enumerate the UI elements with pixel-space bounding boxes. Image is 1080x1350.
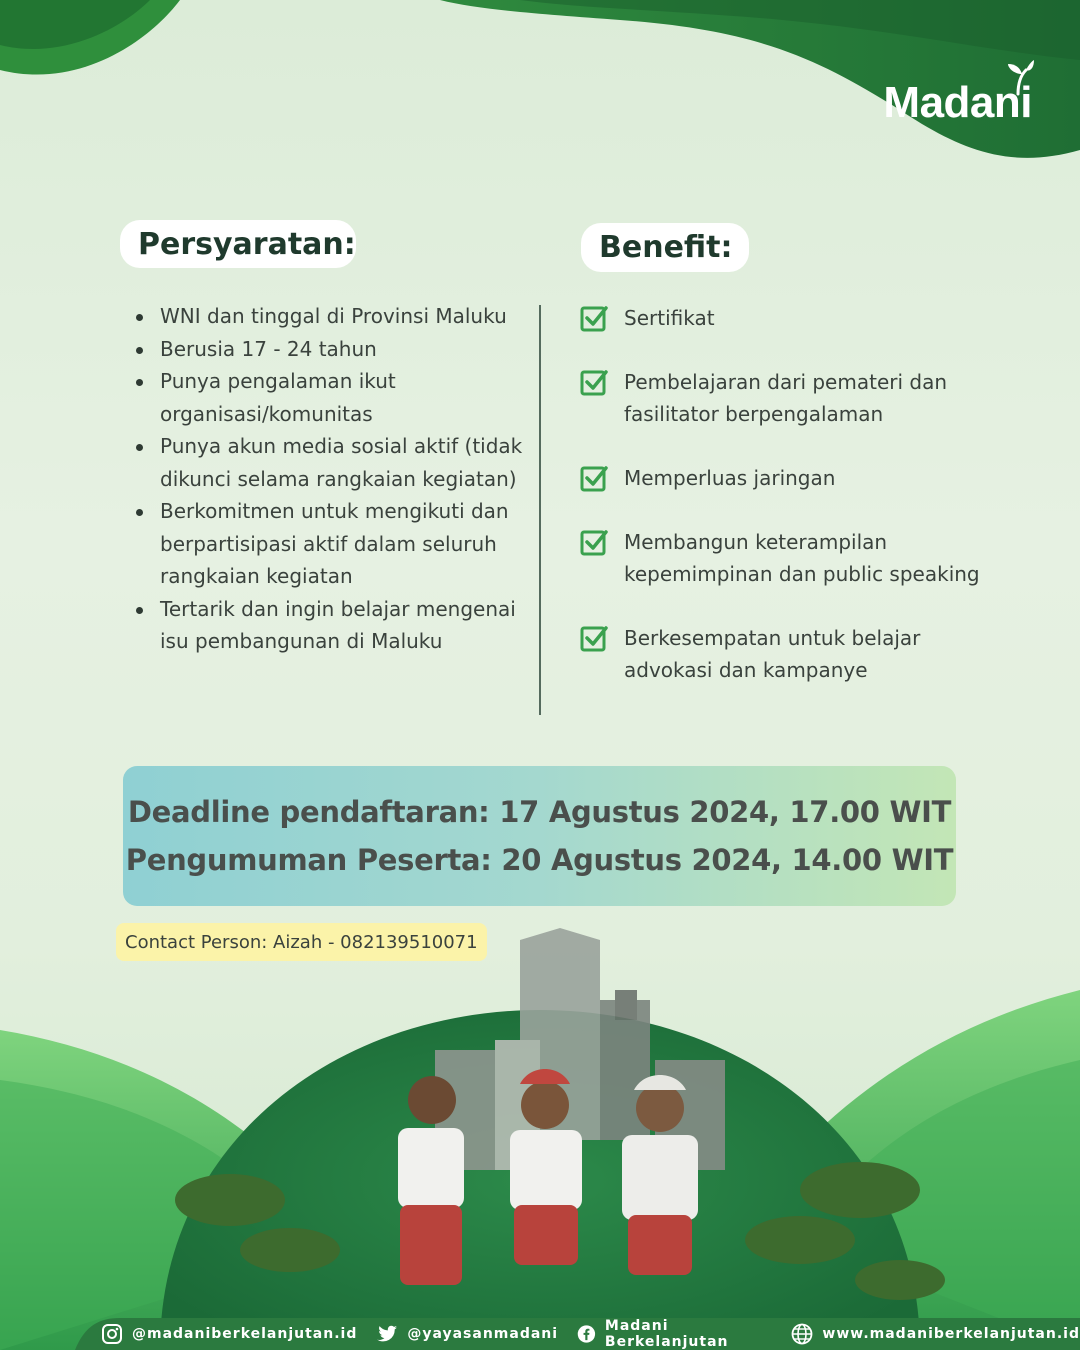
website-link[interactable]	[790, 1322, 1080, 1346]
twitter-icon	[375, 1322, 399, 1346]
check-icon	[580, 464, 608, 492]
benefit-item	[580, 622, 980, 686]
requirement-item: Punya pengalaman ikut organisasi/komunitas	[136, 365, 526, 430]
instagram-handle: @madaniberkelanjutan.id	[132, 1326, 358, 1342]
footer-social-bar	[0, 1318, 1080, 1350]
requirements-heading: Persyaratan:	[120, 220, 356, 268]
twitter-handle: @yayasanmadani	[407, 1326, 559, 1342]
check-icon	[580, 368, 608, 396]
participant-announcement: Pengumuman Peserta: 20 Agustus 2024, 14.00 WIT	[125, 843, 954, 877]
facebook-page: Madani Berkelanjutan	[604, 1318, 729, 1350]
benefits-heading: Benefit:	[581, 223, 749, 272]
column-divider	[539, 305, 541, 715]
instagram-link[interactable]	[100, 1322, 357, 1346]
requirement-item: Punya akun media sosial aktif (tidak dikunci selama rangkaian kegiatan)	[136, 430, 526, 495]
requirement-item: Berusia 17 - 24 tahun	[136, 333, 526, 366]
benefit-text: Memperluas jaringan	[624, 466, 836, 490]
requirements-list	[136, 300, 526, 658]
schedule-box	[123, 766, 956, 906]
contact-person: Contact Person: Aizah - 082139510071	[116, 923, 487, 961]
brand-logo: Madani	[883, 78, 1032, 127]
website-url: www.madaniberkelanjutan.id	[822, 1326, 1080, 1342]
check-icon	[580, 304, 608, 332]
check-icon	[580, 624, 608, 652]
benefit-item	[580, 462, 1040, 494]
requirement-item: Berkomitmen untuk mengikuti dan berpartisipasi aktif dalam seluruh rangkaian kegiatan	[136, 495, 526, 593]
globe-icon	[790, 1322, 814, 1346]
benefit-item	[580, 526, 1020, 590]
twitter-link[interactable]	[375, 1322, 558, 1346]
requirement-item: Tertarik dan ingin belajar mengenai isu pembangunan di Maluku	[136, 593, 526, 658]
check-icon	[580, 528, 608, 556]
benefit-text: Pembelajaran dari pemateri dan fasilitator berpengalaman	[624, 370, 948, 426]
benefit-item	[580, 302, 1040, 334]
facebook-icon	[576, 1322, 597, 1346]
instagram-icon	[100, 1322, 124, 1346]
benefit-item	[580, 366, 970, 430]
facebook-link[interactable]	[576, 1318, 772, 1350]
requirement-item: WNI dan tinggal di Provinsi Maluku	[136, 300, 526, 333]
benefit-text: Membangun keterampilan kepemimpinan dan public speaking	[624, 530, 980, 586]
benefit-text: Sertifikat	[624, 306, 715, 330]
benefit-text: Berkesempatan untuk belajar advokasi dan kampanye	[624, 626, 921, 682]
registration-deadline: Deadline pendaftaran: 17 Agustus 2024, 17.00 WIT	[127, 795, 952, 829]
